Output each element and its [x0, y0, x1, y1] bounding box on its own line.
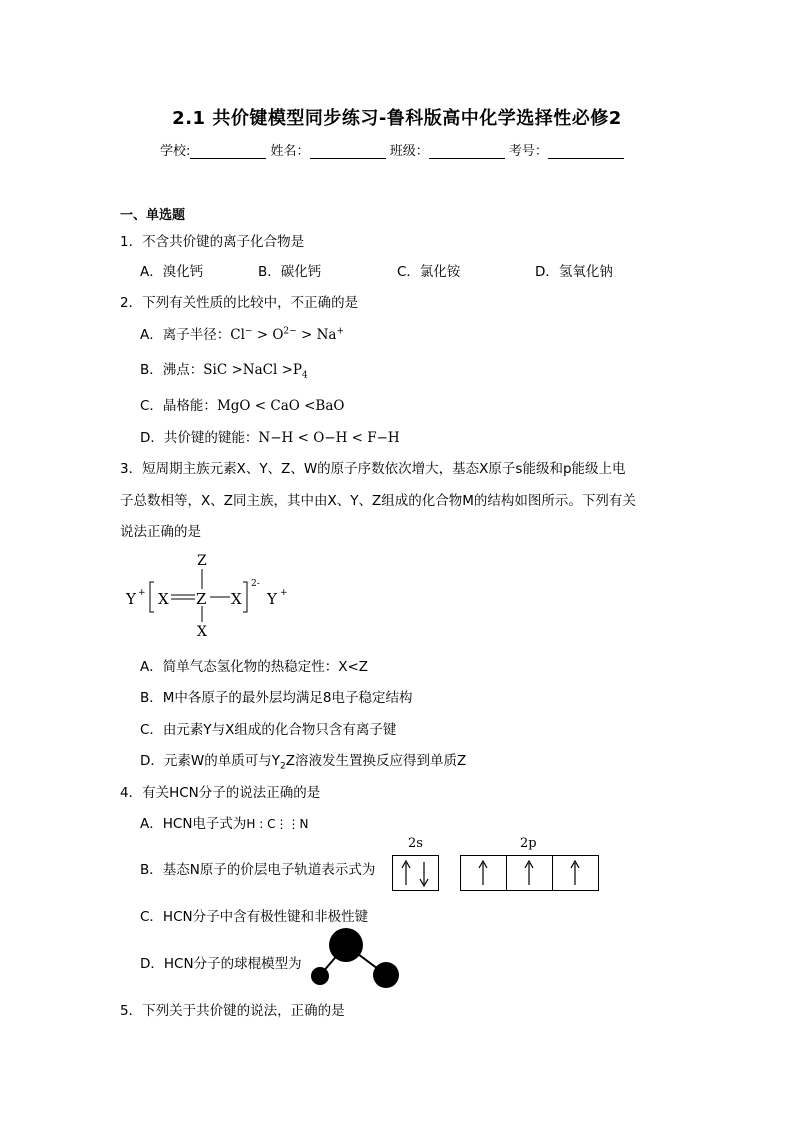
- q5-stem: 5．下列关于共价键的说法，正确的是: [120, 1003, 345, 1019]
- q2-option-c: [140, 394, 344, 414]
- q2-c-text: MgO < CaO <BaO: [216, 398, 345, 414]
- struct-z-top: Z: [197, 553, 207, 569]
- struct-y-left-sup: +: [138, 588, 146, 598]
- q4-option-d: D．HCN分子的球棍模型为: [140, 956, 302, 972]
- struct-y-left: Y: [126, 590, 136, 608]
- q2-b-sub: 4: [301, 370, 308, 381]
- q2-a-gt1: > O: [252, 327, 284, 343]
- q2-stem: 2．下列有关性质的比较中，不正确的是: [120, 295, 359, 311]
- struct-left-bracket: [150, 582, 154, 612]
- q3-d-sub: 2: [280, 761, 286, 772]
- q2-a-label: A．离子半径：: [140, 327, 231, 343]
- q2-a-cl-sup: −: [244, 326, 253, 337]
- q3-stem-line1: 3．短周期主族元素X、Y、Z、W的原子序数依次增大，基态X原子s能级和p能级上电: [120, 461, 626, 477]
- q2-c-label: C．晶格能：: [140, 398, 217, 414]
- q4-stem: 4．有关HCN分子的说法正确的是: [120, 785, 321, 801]
- number-label: 考号：: [508, 144, 548, 159]
- school-label: 学校:: [160, 144, 191, 159]
- q2-a-o-sup: 2−: [283, 326, 297, 337]
- q3-stem-line2: 子总数相等，X、Z同主族，其中由X、Y、Z组成的化合物M的结构如图所示。下列有关: [120, 493, 636, 509]
- q3-option-a: A．简单气态氢化物的热稳定性：X<Z: [140, 659, 369, 675]
- name-label: 姓名：: [270, 144, 310, 159]
- number-blank: [548, 144, 624, 159]
- q1-option-b: B．碳化钙: [258, 264, 322, 280]
- q4-option-b: B．基态N原子的价层电子轨道表示式为: [140, 862, 376, 878]
- model-atom-center: [329, 928, 363, 962]
- q2-d-text: N−H < O−H < F−H: [258, 430, 400, 446]
- compound-m-structure: [120, 548, 320, 640]
- class-label: 班级：: [389, 144, 429, 159]
- hcn-ball-stick-model: [306, 924, 406, 992]
- q4-a-label: A．HCN电子式为: [140, 816, 247, 832]
- q4-option-a: [140, 812, 308, 832]
- q4-a-formula: H : C⋮⋮N: [246, 817, 309, 831]
- q1-option-a: A．溴化钙: [140, 264, 204, 280]
- orbital-box-2s: [392, 855, 439, 891]
- q2-option-a: [140, 323, 344, 343]
- model-atom-left: [311, 967, 329, 985]
- struct-x-right: X: [231, 590, 242, 608]
- orbital-box-2p: [460, 855, 599, 891]
- q3-d-post: Z溶液发生置换反应得到单质Z: [285, 753, 467, 769]
- class-blank: [429, 144, 505, 159]
- q1-stem: 1．不含共价键的离子化合物是: [120, 234, 305, 250]
- q3-option-c: C．由元素Y与X组成的化合物只含有离子键: [140, 722, 397, 738]
- struct-charge: 2-: [251, 579, 260, 589]
- q2-option-d: [140, 426, 400, 446]
- struct-x1: X: [158, 590, 169, 608]
- q2-a-cl: Cl: [230, 327, 245, 343]
- struct-y-right: Y: [267, 590, 277, 608]
- q1-option-c: C．氯化铵: [397, 264, 461, 280]
- student-info-line: [160, 140, 624, 159]
- struct-y-right-sup: +: [280, 588, 288, 598]
- model-atom-right: [373, 962, 399, 988]
- struct-z-center: Z: [196, 590, 207, 608]
- section-heading: 一、单选题: [120, 208, 186, 223]
- orbital-2p-label: 2p: [520, 836, 537, 851]
- q2-b-text: SiC >NaCl >P: [203, 362, 302, 378]
- struct-x-bottom: X: [197, 624, 207, 640]
- q2-a-na-sup: +: [336, 326, 345, 337]
- orbital-2s-label: 2s: [408, 836, 423, 851]
- orbital-2p-arrows: [461, 856, 598, 890]
- q3-stem-line3: 说法正确的是: [120, 524, 201, 540]
- school-blank: [190, 144, 266, 159]
- name-blank: [310, 144, 386, 159]
- q1-option-d: D．氢氧化钠: [535, 264, 613, 280]
- struct-right-bracket: [243, 582, 247, 612]
- q3-option-b: B．M中各原子的最外层均满足8电子稳定结构: [140, 690, 413, 706]
- q3-option-d: [140, 749, 466, 772]
- q4-option-c: C．HCN分子中含有极性键和非极性键: [140, 909, 369, 925]
- orbital-2s-arrows: [393, 856, 438, 890]
- q2-a-gt2: > Na: [296, 327, 337, 343]
- q3-d-pre: D．元素W的单质可与Y: [140, 753, 280, 769]
- q2-d-label: D．共价键的键能：: [140, 430, 259, 446]
- q2-b-label: B．沸点：: [140, 362, 204, 378]
- page-title: 2.1 共价键模型同步练习-鲁科版高中化学选择性必修2: [172, 108, 622, 129]
- q2-option-b: [140, 358, 308, 381]
